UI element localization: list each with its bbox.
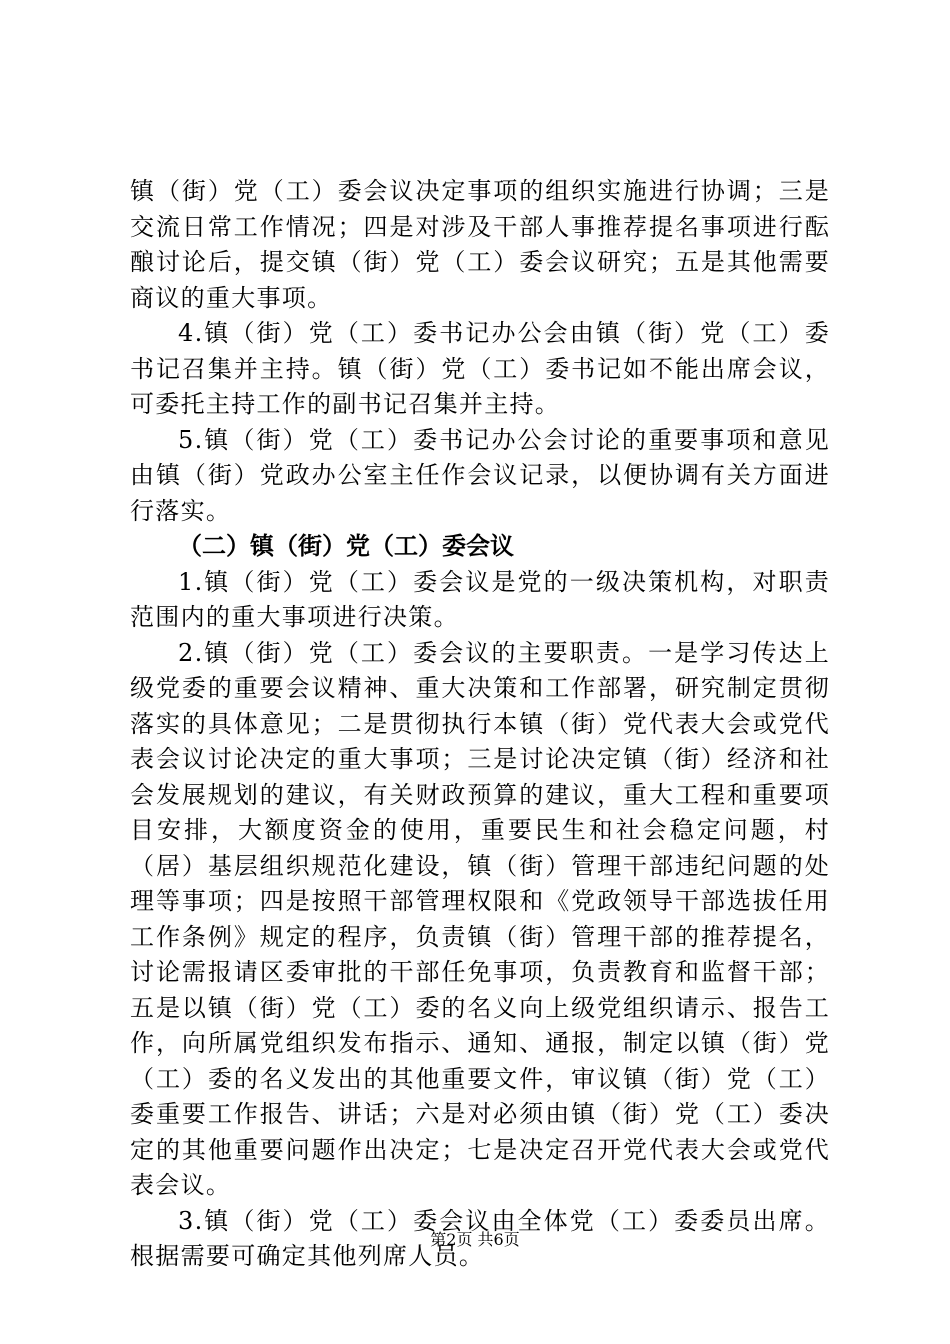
page-number-footer: 第2页 共6页: [430, 1230, 520, 1249]
section-paragraph-item-1: 1.镇（街）党（工）委会议是党的一级决策机构，对职责范围内的重大事项进行决策。: [130, 567, 830, 631]
section-paragraph-item-3: 3.镇（街）党（工）委会议由全体党（工）委委员出席。根据需要可确定其他列席人员。: [130, 1206, 830, 1270]
section-heading: （二）镇（街）党（工）委会议: [178, 532, 514, 560]
paragraph-continuation: 镇（街）党（工）委会议决定事项的组织实施进行协调；三是交流日常工作情况；四是对涉及干部人事推荐提名事项进行酝酿讨论后，提交镇（街）党（工）委会议研究；五是其他需要商议的重大事项。: [130, 177, 830, 312]
paragraph-item-5: 5.镇（街）党（工）委书记办公会讨论的重要事项和意见由镇（街）党政办公室主任作会议记录，以便协调有关方面进行落实。: [130, 425, 830, 525]
section-paragraph-item-2: 2.镇（街）党（工）委会议的主要职责。一是学习传达上级党委的重要会议精神、重大决策和工作部署，研究制定贯彻落实的具体意见；二是贯彻执行本镇（街）党代表大会或党代表会议讨论决定的重大事项；三是讨论决定镇（街）经济和社会发展规划的建议，有关财政预算的建议，重大工程和重要项目安排，大额度资金的使用，重要民生和社会稳定问题，村（居）基层组织规范化建设，镇（街）管理干部违纪问题的处理等事项；四是按照干部管理权限和《党政领导干部选拔任用工作条例》规定的程序，负责镇（街）管理干部的推荐提名，讨论需报请区委审批的干部任免事项，负责教育和监督干部；五是以镇（街）党（工）委的名义向上级党组织请示、报告工作，向所属党组织发布指示、通知、通报，制定以镇（街）党（工）委的名义发出的其他重要文件，审议镇（街）党（工）委重要工作报告、讲话；六是对必须由镇（街）党（工）委决定的其他重要问题作出决定；七是决定召开党代表大会或党代表会议。: [130, 638, 830, 1199]
paragraph-item-4: 4.镇（街）党（工）委书记办公会由镇（街）党（工）委书记召集并主持。镇（街）党（工）委书记如不能出席会议，可委托主持工作的副书记召集并主持。: [130, 319, 830, 418]
document-body: [130, 174, 830, 1275]
